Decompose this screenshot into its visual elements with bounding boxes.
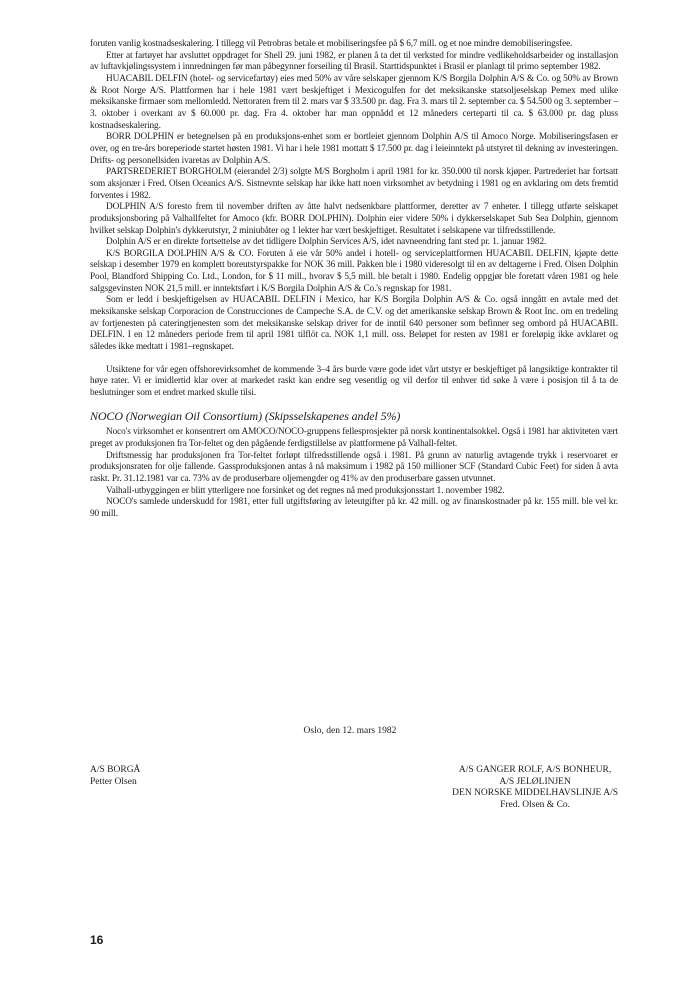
signature-line: A/S GANGER ROLF, A/S BONHEUR, [458,765,612,775]
dateline: Oslo, den 12. mars 1982 [303,726,397,736]
signature-company: A/S BORGÅ [90,765,141,775]
signature-block-right [452,765,618,812]
signature-name: Petter Olsen [90,776,137,787]
page-number: 16 [90,933,104,947]
paragraph-valhall: Valhall-utbyggingen er blitt ytterligere noe forsinket og det regnes nå med produksjonsstart 1. november 1982. [106,485,505,496]
spacer [90,354,618,365]
paragraph-tor-production: Driftsmessig har produksjonen fra Tor-feltet forløpt tilfredsstillende også i 1981. På grunn av naturlig avtagende trykk i reservoaret er produksjonsraten for olje fallende. Gassproduksjonen antas å nå maksimum i 1982 på 150 millioner SCF (Standard Cubic Feet) for siden å avta raskt. Pr. 31.12.1981 var ca. 73% av de produserbare oljemengder og 41% av den produserbare gassen utvunnet. [90,450,618,484]
body-text [90,39,618,521]
paragraph-ks-borgila-dolphin: K/S BORGILA DOLPHIN A/S & CO. Foruten å eie vår 50% andel i hotell- og serviceplattformen HUACABIL DELFIN, kjøpte dette selskap i desember 1979 en komplett boreutstyrspakke for NOK 36 mill. Pakken ble i 1980 videresolgt til en av deltagerne i Fred. Olsen Dolphin Pool, Blandford Shipping Co. Ltd., London, for $ 11 mill., hvorav $ 5,5 mill. ble betalt i 1980. Endelig oppgjør ble foretatt våren 1981 og hele salgsgevinsten NOK 21,5 mill. er inntektsført i K/S Borgila Dolphin A/S & Co.'s regnskap for 1981. [90,248,618,294]
paragraph-outlook: Utsiktene for vår egen offshorevirksomhet de kommende 3–4 års burde være gode idet vårt utstyr er beskjeftiget på langsiktige kontrakter til høye rater. Vi er imidlertid klar over at markedet raskt kan endre seg vesentlig og vil derfor til enhver tid søke å være i posisjon til å ta de beslutninger som et endret marked skulle tilsi. [90,364,618,399]
paragraph-partsrederiet-borgholm: PARTSREDERIET BORGHOLM (eierandel 2/3) solgte M/S Borgholm i april 1981 for kr. 350.000 til norsk kjøper. Partrederiet har fortsatt som aksjonær i Fred. Olsen Oceanics A/S. Sistnevnte selskap har ikke hatt noen virksomhet av betydning i 1981 og en avklaring om dets fremtid forventes i 1982. [90,167,618,201]
paragraph-noco-activity: Noco's virksomhet er konsentrert om AMOCO/NOCO-gruppens fellesprosjekter på norsk kontinentalsokkel. Også i 1981 har aktiviteten vært preget av produksjonen fra Tor-feltet og den pågående ferdigstillelse av plattformene på Valhall-feltet. [90,427,618,449]
paragraph-shell-assignment: Etter at fartøyet har avsluttet oppdraget for Shell 29. juni 1982, er planen å ta det til verksted for mindre vedlikeholdsarbeider og installasjon av luftavkjølingssystem i innredningen før man påbegynner forseiling til Brasil. Starttidspunktet i Brasil er planlagt til primo september 1982. [90,50,618,73]
signature-block-left [90,765,140,788]
section-heading-noco: NOCO (Norwegian Oil Consortium) (Skipsselskapenes andel 5%) [90,408,401,423]
paragraph-dolphin-name-change: Dolphin A/S er en direkte fortsettelse av det tidligere Dolphin Services A/S, idet navneendring fant sted pr. 1. januar 1982. [106,237,547,248]
paragraph-borr-dolphin: BORR DOLPHIN er betegnelsen på en produksjons-enhet som er bortleiet gjennom Dolphin A/S til Amoco Norge. Mobiliseringsfasen er over, og en tre-års boreperiode startet høsten 1981. Vi har i hele 1981 mottatt $ 17.500 pr. dag i leieinntekt på utstyret til dekning av investeringen. Drifts- og personellsiden ivaretas av Dolphin A/S. [90,132,618,166]
signature-line: Fred. Olsen & Co. [500,800,571,811]
paragraph-petrobras-fee: foruten vanlig kostnadseskalering. I tillegg vil Petrobras betale et mobiliseringsfee på $ 6,7 mill. og et noe mindre demobiliseringsfee. [90,39,573,49]
paragraph-noco-deficit: NOCO's samlede underskudd for 1981, etter full utgiftsføring av leteutgifter på kr. 42 mill. og av finanskostnader på kr. 155 mill. ble vel kr. 90 mill. [90,497,618,519]
paragraph-dolphin-as: DOLPHIN A/S foresto frem til november driften av åtte halvt nedsenkbare plattformer, deretter av 7 enheter. I tillegg utførte selskapet produksjonsboring på Valhallfeltet for Amoco (kfr. BORR DOLPHIN). Dolphin eier videre 50% i dykkerselskapet Sub Sea Dolphin, gjennom hvilket selskap Dolphin's dykkerutstyr, 2 miniubåter og 1 lekter har vært beskjeftiget. Resultatet i selskapene var tilfredsstillende. [90,202,618,236]
paragraph-huacabil-delfin: HUACABIL DELFIN (hotel- og servicefartøy) eies med 50% av våre selskaper gjennom K/S Borgila Dolphin A/S & Co. og 50% av Brown & Root Norge A/S. Plattformen har i hele 1981 vært beskjeftiget i Mexicogulfen for det meksikanske statsoljeselskap Pemex med ulike meksikanske firmaer som mellomledd. Nettoraten frem til 2. mars var $ 33.500 pr. dag. Fra 3. mars til 2. september ca. $ 54.500 og 3. september – 3. oktober i overkant av $ 60.000 pr. dag. Fra 4. oktober har man oppnådd et 12 måneders certeparti til ca. $ 63.000 pr. dag pluss kostnadseskalering. [90,73,618,131]
paragraph-catering-agreement: Som er ledd i beskjeftigelsen av HUACABIL DELFIN i Mexico, har K/S Borgila Dolphin A/S & Co. også inngått en avtale med det meksikanske selskap Corporacion de Construcciones de Campeche S.A. de C.V. og det amerikanske selskap Brown & Root Inc. om en tredeling av fortjenesten på cateringtjenesten som det meksikanske selskap driver for de inntil 640 personer som befinner seg ombord på HUACABIL DELFIN. I en 12 måneders periode frem til april 1981 tilflöt ca. NOK 1,1 mill. oss. Beløpet for resten av 1981 er foreløpig ikke avklaret og således ikke medtatt i 1981–regnskapet. [90,295,618,353]
signature-line: DEN NORSKE MIDDELHAVSLINJE A/S [452,788,618,799]
signature-line: A/S JELØLINJEN [499,776,571,787]
